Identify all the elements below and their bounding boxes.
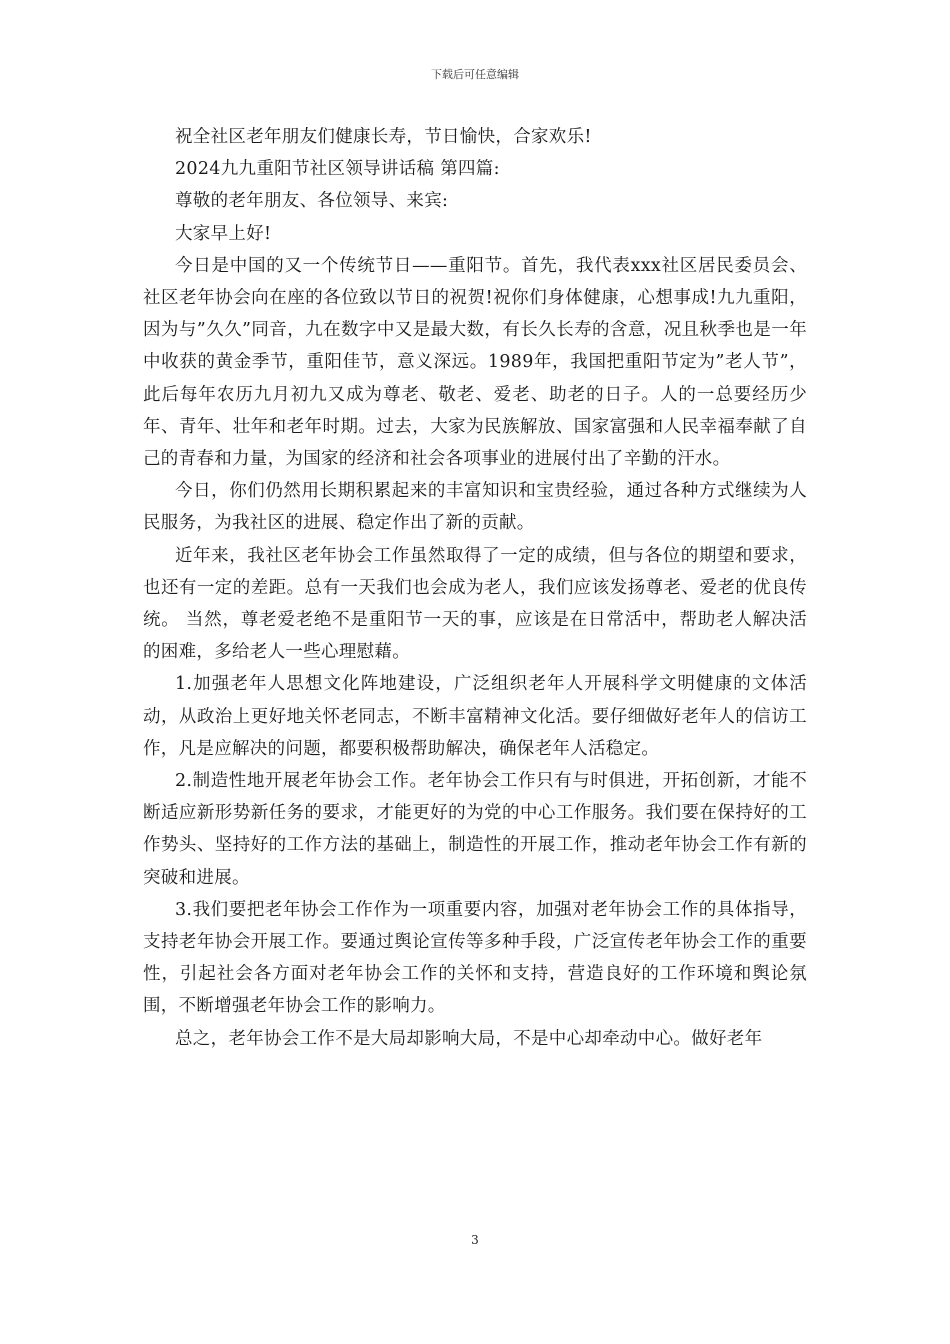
paragraph-item-1: 1.加强老年人思想文化阵地建设，广泛组织老年人开展科学文明健康的文体活动，从政治上更好地关怀老同志，不断丰富精神文化活。要仔细做好老年人的信访工作，凡是应解决的问题，都要积极帮助解决，确保老年人活稳定。 bbox=[143, 674, 807, 759]
paragraph-item-3: 3.我们要把老年协会工作作为一项重要内容，加强对老年协会工作的具体指导，支持老年协会开展工作。要通过舆论宣传等多种手段，广泛宣传老年协会工作的重要性，引起社会各方面对老年协会工作的关怀和支持，营造良好的工作环境和舆论氛围，不断增强老年协会工作的影响力。 bbox=[143, 899, 807, 1017]
page-number: 3 bbox=[471, 1233, 479, 1247]
paragraph-item-2: 2.制造性地开展老年协会工作。老年协会工作只有与时俱进，开拓创新，才能不断适应新形势新任务的要求，才能更好的为党的中心工作服务。我们要在保持好的工作势头、坚持好的工作方法的基础上，制造性的开展工作，推动老年协会工作有新的突破和进展。 bbox=[143, 771, 807, 888]
paragraph-recent-years: 近年来，我社区老年协会工作虽然取得了一定的成绩，但与各位的期望和要求，也还有一定的差距。总有一天我们也会成为老人，我们应该发扬尊老、爱老的优良传统。 当然，尊老爱老绝不是重阳节一天的事，应该是在日常活中，帮助老人解决活的困难，多给老人一些心理慰藉。 bbox=[143, 545, 807, 663]
paragraph-conclusion: 总之，老年协会工作不是大局却影响大局，不是中心却牵动中心。做好老年 bbox=[175, 1028, 763, 1049]
document-body bbox=[143, 121, 807, 1055]
paragraph-section-title: 2024九九重阳节社区领导讲话稿 第四篇: bbox=[175, 159, 500, 180]
paragraph-blessing: 祝全社区老年朋友们健康长寿，节日愉快，合家欢乐! bbox=[175, 127, 592, 147]
paragraph-salutation: 尊敬的老年朋友、各位领导、来宾: bbox=[175, 191, 449, 212]
paragraph-contribution: 今日，你们仍然用长期积累起来的丰富知识和宝贵经验，通过各种方式继续为人民服务，为我社区的进展、稳定作出了新的贡献。 bbox=[143, 481, 807, 534]
page-header: 下载后可任意编辑 bbox=[431, 68, 519, 81]
paragraph-greeting: 大家早上好! bbox=[175, 223, 272, 244]
paragraph-intro: 今日是中国的又一个传统节日——重阳节。首先，我代表xxx社区居民委员会、社区老年协会向在座的各位致以节日的祝贺!祝你们身体健康，心想事成!九九重阳，因为与”久久”同音，九在数字中又是最大数，有长久长寿的含意，况且秋季也是一年中收获的黄金季节，重阳佳节，意义深远。1989年，我国把重阳节定为”老人节”，此后每年农历九月初九又成为尊老、敬老、爱老、助老的日子。人的一总要经历少年、青年、壮年和老年时期。过去，大家为民族解放、国家富强和人民幸福奉献了自己的青春和力量，为国家的经济和社会各项事业的进展付出了辛勤的汗水。 bbox=[143, 255, 807, 470]
